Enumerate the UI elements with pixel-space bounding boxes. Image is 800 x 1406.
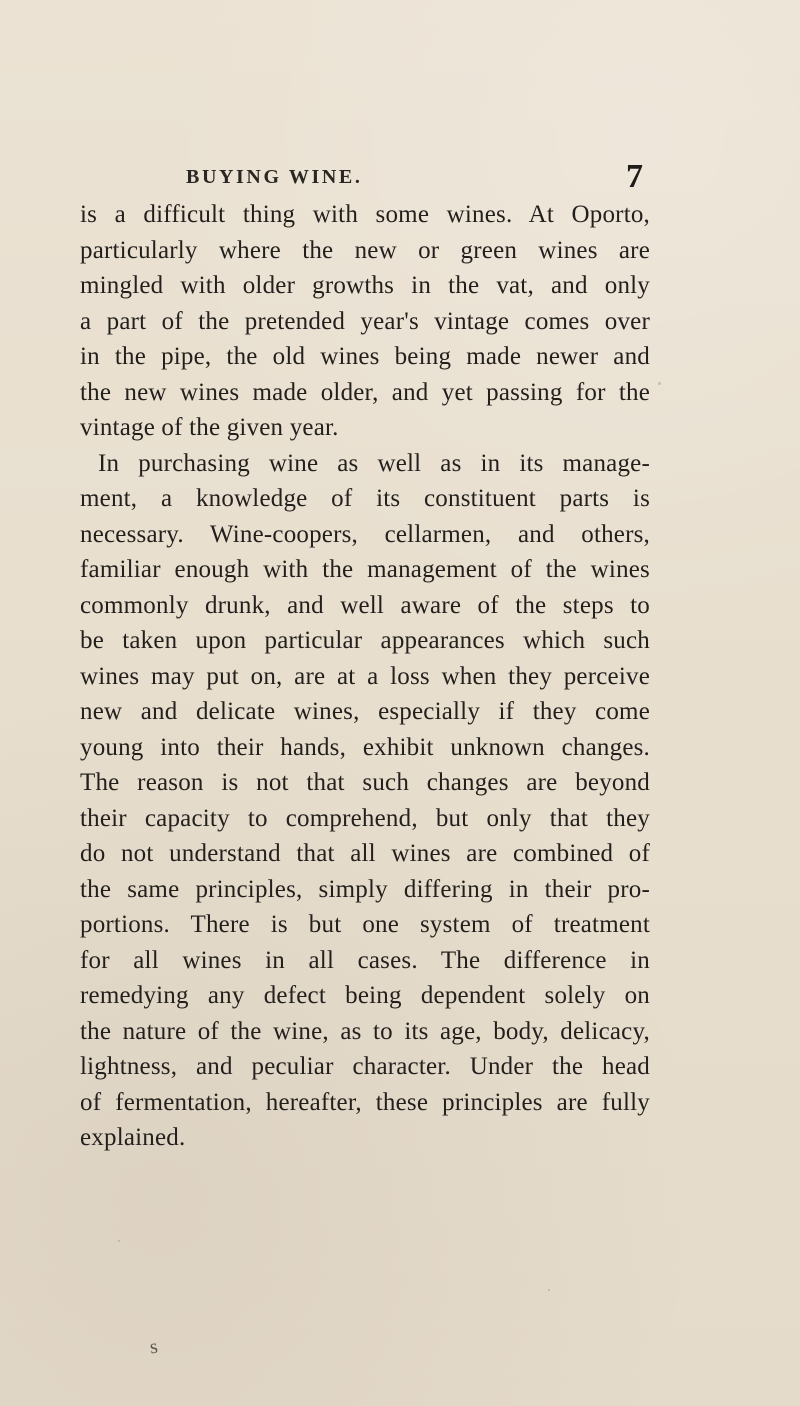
text-line: particularly where the new or green wines are: [80, 236, 650, 264]
text-line: new and delicate wines, especially if they come: [80, 698, 650, 725]
text-line: necessary. Wine-coopers, cellarmen, and others,: [80, 520, 650, 548]
running-head: [80, 158, 643, 200]
text-line: a part of the pretended year's vintage comes over: [80, 307, 650, 335]
text-line: do not understand that all wines are combined of: [80, 840, 650, 867]
signature-mark: s: [148, 1335, 160, 1359]
text-line: commonly drunk, and well aware of the steps to: [80, 591, 650, 619]
text-line: remedying any defect being dependent solely on: [80, 982, 650, 1009]
text-line: the same principles, simply differing in their pro-: [80, 875, 650, 903]
text-line: young into their hands, exhibit unknown changes.: [80, 733, 650, 761]
text-line: vintage of the given year.: [80, 414, 339, 441]
paper-speck: [118, 1240, 120, 1242]
text-line: for all wines in all cases. The difference in: [80, 946, 650, 974]
text-line: wines may put on, are at a loss when they perceive: [80, 662, 650, 690]
text-line: the new wines made older, and yet passing for the: [80, 378, 650, 406]
text-line: be taken upon particular appearances which such: [80, 627, 650, 654]
running-title: BUYING WINE.: [186, 166, 363, 188]
paper-speck: [658, 382, 661, 385]
paper-speck: [548, 1289, 550, 1291]
text-line: lightness, and peculiar character. Under the head: [80, 1053, 650, 1080]
text-line: of fermentation, hereafter, these principles are fully: [80, 1088, 650, 1116]
text-line: ment, a knowledge of its constituent parts is: [80, 485, 650, 512]
text-line: in the pipe, the old wines being made newer and: [80, 343, 650, 370]
text-line: is a difficult thing with some wines. At Oporto,: [80, 201, 650, 228]
page-number: 7: [626, 158, 643, 195]
text-line: In purchasing wine as well as in its manage-: [98, 449, 650, 477]
text-line: the nature of the wine, as to its age, body, delicacy,: [80, 1017, 650, 1045]
text-line: portions. There is but one system of treatment: [80, 911, 650, 938]
text-line: familiar enough with the management of the wines: [80, 556, 650, 583]
paper-speck: [606, 1032, 608, 1034]
text-line: their capacity to comprehend, but only that they: [80, 804, 650, 832]
text-line: The reason is not that such changes are beyond: [80, 769, 650, 796]
text-line: explained.: [80, 1124, 186, 1151]
page-text: [80, 197, 650, 1156]
text-line: mingled with older growths in the vat, and only: [80, 272, 650, 299]
